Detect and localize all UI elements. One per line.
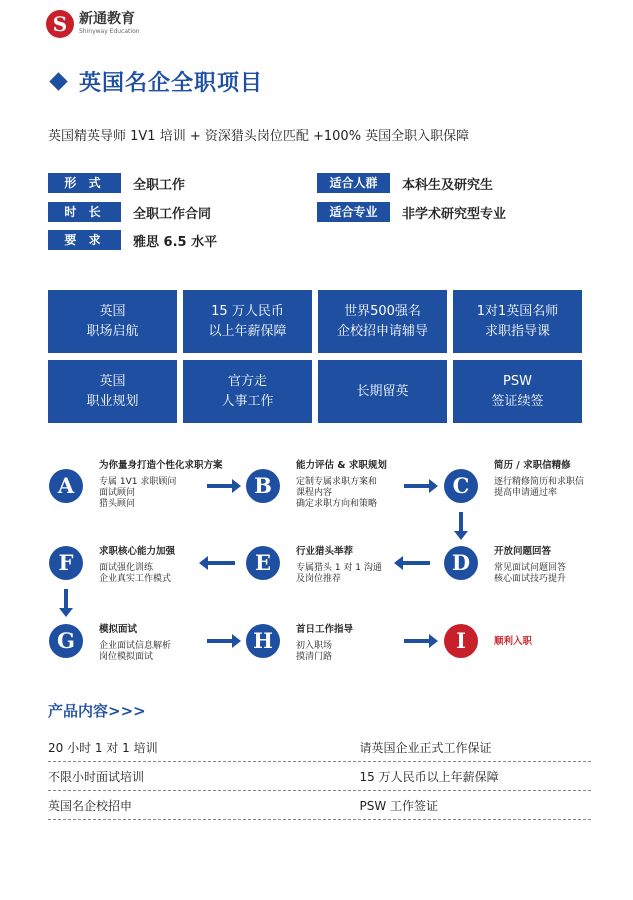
arrow-right-icon (404, 639, 430, 643)
arrow-left-icon (207, 561, 235, 565)
step-b-text: 能力评估 & 求职规划 定制专属求职方案和 课程内容 确定求职方向和策略 (296, 460, 387, 509)
step-node-g: G (49, 624, 83, 658)
info-value: 雅思 6.5 水平 (133, 234, 218, 250)
arrow-left-icon (402, 561, 430, 565)
info-label: 要 求 (48, 230, 121, 250)
title-row (52, 66, 263, 97)
brand-logo (46, 10, 140, 38)
page-subtitle: 英国精英导师 1V1 培训 + 资深猎头岗位匹配 +100% 英国全职入职保障 (48, 129, 470, 144)
feature-tiles (48, 290, 583, 423)
info-row-requirement (48, 230, 217, 250)
arrow-right-icon (404, 484, 430, 488)
logo-mark: S (46, 10, 74, 38)
info-row-format (48, 173, 185, 193)
info-row-major (317, 202, 506, 222)
table-cell: 20 小时 1 对 1 培训 (48, 740, 158, 755)
info-value: 本科生及研究生 (402, 177, 494, 193)
step-node-a: A (49, 469, 83, 503)
step-g-text: 模拟面试 企业面试信息解析 岗位模拟面试 (99, 624, 172, 662)
step-node-e: E (246, 546, 280, 580)
info-label: 适合人群 (317, 173, 390, 193)
info-row-audience (317, 173, 493, 193)
info-label: 时 长 (48, 202, 121, 222)
table-row (48, 791, 591, 820)
step-node-f: F (49, 546, 83, 580)
step-h-text: 首日工作指导 初入职场 摸清门路 (296, 624, 354, 662)
table-cell: PSW 工作签证 (359, 798, 439, 813)
step-i-text: 顺利入职 (494, 636, 533, 647)
feature-tile: 长期留英 (318, 360, 447, 423)
feature-tile: 世界500强名 企校招申请辅导 (318, 290, 447, 353)
content-heading: 产品内容>>> (48, 702, 146, 720)
step-e-text: 行业猎头举荐 专属猎头 1 对 1 沟通 及岗位推荐 (296, 546, 382, 584)
logo-name-cn: 新通教育 (79, 11, 135, 27)
step-node-h: H (246, 624, 280, 658)
table-cell: 请英国企业正式工作保证 (359, 740, 492, 755)
table-cell: 15 万人民币以上年薪保障 (359, 769, 499, 784)
arrow-down-icon (459, 512, 463, 532)
info-label: 形 式 (48, 173, 121, 193)
feature-tile: 英国 职业规划 (48, 360, 177, 423)
diamond-bullet-icon (49, 72, 67, 90)
step-node-i: I (444, 624, 478, 658)
content-table (48, 733, 591, 820)
info-row-duration (48, 202, 211, 222)
table-cell: 不限小时面试培训 (48, 769, 145, 784)
logo-name-en: Shinyway Education (79, 28, 140, 35)
feature-tile: PSW 签证续签 (453, 360, 582, 423)
feature-tile: 英国 职场启航 (48, 290, 177, 353)
step-node-b: B (246, 469, 280, 503)
info-label: 适合专业 (317, 202, 390, 222)
step-f-text: 求职核心能力加强 面试强化训练 企业真实工作模式 (99, 546, 176, 584)
step-a-text: 为你量身打造个性化求职方案 专属 1V1 求职顾问 面试顾问 猎头顾问 (99, 460, 223, 509)
table-row (48, 733, 591, 762)
info-value: 非学术研究型专业 (402, 206, 507, 222)
info-value: 全职工作 (133, 177, 186, 193)
table-row (48, 762, 591, 791)
step-c-text: 简历 / 求职信精修 逐行精修简历和求职信 提高申请通过率 (494, 460, 585, 498)
process-flow (0, 455, 633, 675)
feature-tile: 1对1英国名师 求职指导课 (453, 290, 582, 353)
step-node-c: C (444, 469, 478, 503)
step-node-d: D (444, 546, 478, 580)
arrow-right-icon (207, 639, 233, 643)
table-cell: 英国名企校招申 (48, 798, 133, 813)
info-value: 全职工作合同 (133, 206, 212, 222)
arrow-right-icon (207, 484, 233, 488)
arrow-down-icon (64, 589, 68, 609)
logo-text (79, 12, 140, 36)
feature-tile: 15 万人民币 以上年薪保障 (183, 290, 312, 353)
page-title: 英国名企全职项目 (79, 71, 264, 96)
feature-tile: 官方走 人事工作 (183, 360, 312, 423)
step-d-text: 开放问题回答 常见面试问题回答 核心面试技巧提升 (494, 546, 567, 584)
